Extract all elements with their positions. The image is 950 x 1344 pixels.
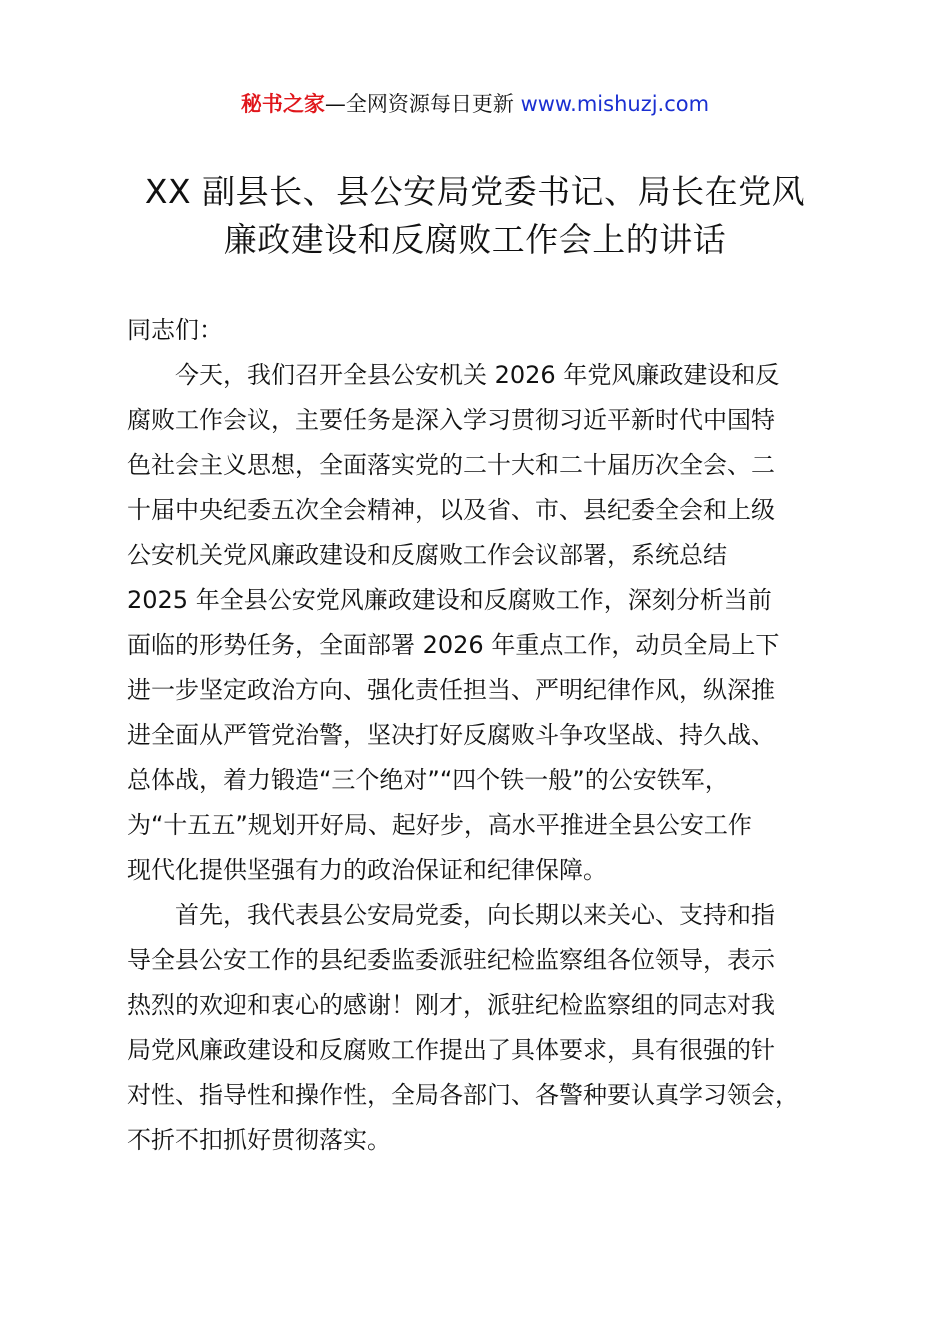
text-line: 导全县公安工作的县纪委监委派驻纪检监察组各位领导，表示	[127, 946, 775, 974]
title-line: XX 副县长、县公安局党委书记、局长在党风	[144, 172, 806, 211]
text-line: 今天，我们召开全县公安机关 2026 年党风廉政建设和反	[127, 361, 780, 389]
text-line: 公安机关党风廉政建设和反腐败工作会议部署，系统总结	[127, 541, 727, 569]
brand-name: 秘书之家	[240, 92, 325, 116]
title-line: 廉政建设和反腐败工作会上的讲话	[223, 220, 727, 259]
text-line: 2025 年全县公安党风廉政建设和反腐败工作，深刻分析当前	[127, 586, 772, 614]
text-line: 局党风廉政建设和反腐败工作提出了具体要求，具有很强的针	[127, 1036, 775, 1064]
text-line: 为“十五五”规划开好局、起好步，高水平推进全县公安工作	[127, 811, 752, 839]
text-line: 色社会主义思想，全面落实党的二十大和二十届历次全会、二	[127, 451, 775, 479]
text-line: 进全面从严管党治警，坚决打好反腐败斗争攻坚战、持久战、	[127, 721, 775, 749]
paragraph-2	[127, 893, 857, 1163]
text-line: 腐败工作会议，主要任务是深入学习贯彻习近平新时代中国特	[127, 406, 775, 434]
text-line: 面临的形势任务，全面部署 2026 年重点工作，动员全局上下	[127, 631, 780, 659]
text-line: 十届中央纪委五次全会精神，以及省、市、县纪委全会和上级	[127, 496, 775, 524]
site-url-link[interactable]: www.mishuzj.com	[520, 92, 710, 116]
paragraph-1	[127, 353, 857, 893]
text-line: 不折不扣抓好贯彻落实。	[127, 1126, 391, 1154]
site-banner	[0, 88, 950, 120]
text-line: 进一步坚定政治方向、强化责任担当、严明纪律作风，纵深推	[127, 676, 775, 704]
document-title	[100, 168, 850, 264]
text-line: 首先，我代表县公安局党委，向长期以来关心、支持和指	[127, 901, 775, 929]
text-line: 现代化提供坚强有力的政治保证和纪律保障。	[127, 856, 607, 884]
salutation: 同志们：	[127, 316, 223, 344]
text-line: 总体战，着力锻造“三个绝对”“四个铁一般”的公安铁军，	[127, 766, 729, 794]
banner-tagline: —全网资源每日更新	[324, 92, 521, 116]
text-line: 热烈的欢迎和衷心的感谢！刚才，派驻纪检监察组的同志对我	[127, 991, 775, 1019]
text-line: 对性、指导性和操作性，全局各部门、各警种要认真学习领会，	[127, 1081, 799, 1109]
document-body	[127, 308, 857, 1163]
